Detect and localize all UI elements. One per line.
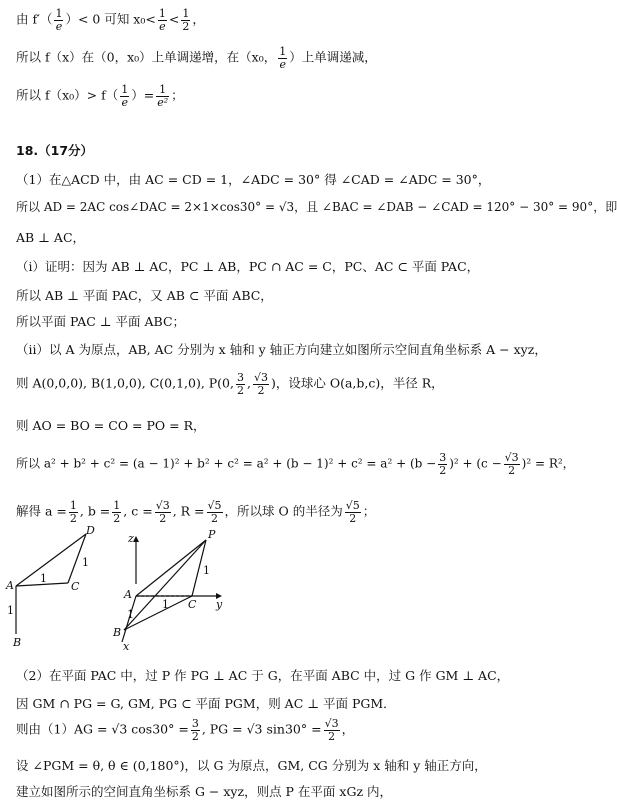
para-8: 则 A(0,0,0), B(1,0,0), C(0,1,0), P(0, $\frac{3}{2}$ , $\frac{√3}{2}$ )，设球心 O(a,b,c)，半径 R， xyxy=(16,371,444,397)
edge-label-AC: 1 xyxy=(40,572,47,585)
edge-AP xyxy=(136,540,206,596)
text: ； xyxy=(171,87,184,103)
fraction: $\frac{√5}{2}$ xyxy=(345,499,360,525)
label-x: x xyxy=(123,640,130,653)
geometry-figures xyxy=(0,526,300,656)
label-B: B xyxy=(13,636,22,649)
fraction: $\frac{1}{e}$ xyxy=(279,45,287,71)
fraction: $\frac{3}{2}$ xyxy=(191,717,199,743)
label-D: D xyxy=(86,524,95,537)
para-3: AB ⊥ AC， xyxy=(16,230,86,245)
para-10: 所以 a² + b² + c² = (a − 1)² + b² + c² = a² + (b − 1)² + c² = a² + (b − $\frac{3}{2}$ )² + (c − $\frac{√3}{2}$ )² = R²， xyxy=(16,451,575,477)
text: 由 f′（ xyxy=(16,11,53,27)
para-14: 则由（1）AG = √3 cos30° = $\frac{3}{2}$ , PG = √3 sin30° = $\frac{√3}{2}$ ， xyxy=(16,717,355,743)
text: < xyxy=(168,11,180,27)
fraction: $\frac{1}{2}$ xyxy=(182,7,190,33)
label-A: A xyxy=(124,588,132,601)
label-A: A xyxy=(6,579,14,592)
para-5: 所以 AB ⊥ 平面 PAC，又 AB ⊂ 平面 ABC， xyxy=(16,288,273,303)
fraction: $\frac{√3}{2}$ xyxy=(253,371,268,397)
fraction: $\frac{√3}{2}$ xyxy=(504,451,519,477)
top-line-2 xyxy=(16,46,377,70)
right-figure xyxy=(122,540,218,642)
text: ）上单调递减， xyxy=(289,49,377,65)
para-15: 设 ∠PGM = θ, θ ∈ (0,180°)，以 G 为原点，GM, CG 分别为 x 轴和 y 轴正方向， xyxy=(16,758,487,773)
label-B: B xyxy=(113,626,122,639)
fraction: $\frac{1}{2}$ xyxy=(69,499,77,525)
text: ， xyxy=(192,11,205,27)
question-heading: 18.（17分） xyxy=(16,143,94,158)
edge-label-AB: 1 xyxy=(127,608,134,621)
edge-label-AC: 1 xyxy=(162,598,169,611)
edge-label-PC: 1 xyxy=(203,564,210,577)
text: 所以 f（x₀）> f（ xyxy=(16,87,119,103)
para-16: 建立如图所示的空间直角坐标系 G − xyz，则点 P 在平面 xGz 内， xyxy=(16,784,393,799)
z-arrow-icon xyxy=(133,536,139,542)
para-6: 所以平面 PAC ⊥ 平面 ABC； xyxy=(16,314,186,329)
para-13: 因 GM ∩ PG = G, GM, PG ⊂ 平面 PGM，则 AC ⊥ 平面 PGM． xyxy=(16,696,396,711)
para-1: （1）在△ACD 中，由 AC = CD = 1，∠ADC = 30° 得 ∠CAD = ∠ADC = 30°， xyxy=(16,172,491,187)
label-y: y xyxy=(216,598,223,611)
fraction: $\frac{√3}{2}$ xyxy=(155,499,170,525)
para-7: （ii）以 A 为原点，AB, AC 分别为 x 轴和 y 轴正方向建立如图所示空间直角坐标系 A − xyz， xyxy=(16,342,547,357)
text: ）< 0 可知 x₀< xyxy=(65,11,156,27)
label-P: P xyxy=(208,528,216,541)
fraction: $\frac{1}{e}$ xyxy=(158,7,166,33)
para-12: （2）在平面 PAC 中，过 P 作 PG ⊥ AC 于 G，在平面 ABC 中，过 G 作 GM ⊥ AC， xyxy=(16,668,510,683)
fraction: $\frac{1}{2}$ xyxy=(113,499,121,525)
para-11: 解得 a = $\frac{1}{2}$ , b = $\frac{1}{2}$ , c = $\frac{√3}{2}$ , R = $\frac{√5}{2}$ ，所以球 O 的半径为 $\frac{√5}{2}$ ； xyxy=(16,499,376,525)
fraction: $\frac{3}{2}$ xyxy=(439,451,447,477)
fraction: $\frac{√5}{2}$ xyxy=(207,499,222,525)
para-9: 则 AO = BO = CO = PO = R， xyxy=(16,418,206,433)
fraction: $\frac{1}{\text{e²}}$ xyxy=(157,83,169,109)
top-line-1 xyxy=(16,8,205,32)
text: ）= xyxy=(131,87,155,103)
edge-label-AB: 1 xyxy=(7,604,14,617)
edge-label-CD: 1 xyxy=(82,556,89,569)
label-C: C xyxy=(71,580,80,593)
fraction: $\frac{3}{2}$ xyxy=(236,371,244,397)
para-4: （i）证明：因为 AB ⊥ AC，PC ⊥ AB，PC ∩ AC = C，PC、AC ⊂ 平面 PAC， xyxy=(16,259,480,274)
fraction: $\frac{1}{e}$ xyxy=(121,83,129,109)
fraction: $\frac{√3}{2}$ xyxy=(324,717,339,743)
text: 所以 f（x）在（0，x₀）上单调递增，在（x₀， xyxy=(16,49,277,65)
para-2: 所以 AD = 2AC cos∠DAC = 2×1×cos30° = √3，且 ∠BAC = ∠DAB − ∠CAD = 120° − 30° = 90°，即 xyxy=(16,200,617,214)
fraction: $\frac{1}{e}$ xyxy=(55,7,63,33)
edge-AD xyxy=(16,534,86,586)
top-line-3 xyxy=(16,84,184,108)
label-C: C xyxy=(188,598,197,611)
label-z: z xyxy=(128,532,134,545)
